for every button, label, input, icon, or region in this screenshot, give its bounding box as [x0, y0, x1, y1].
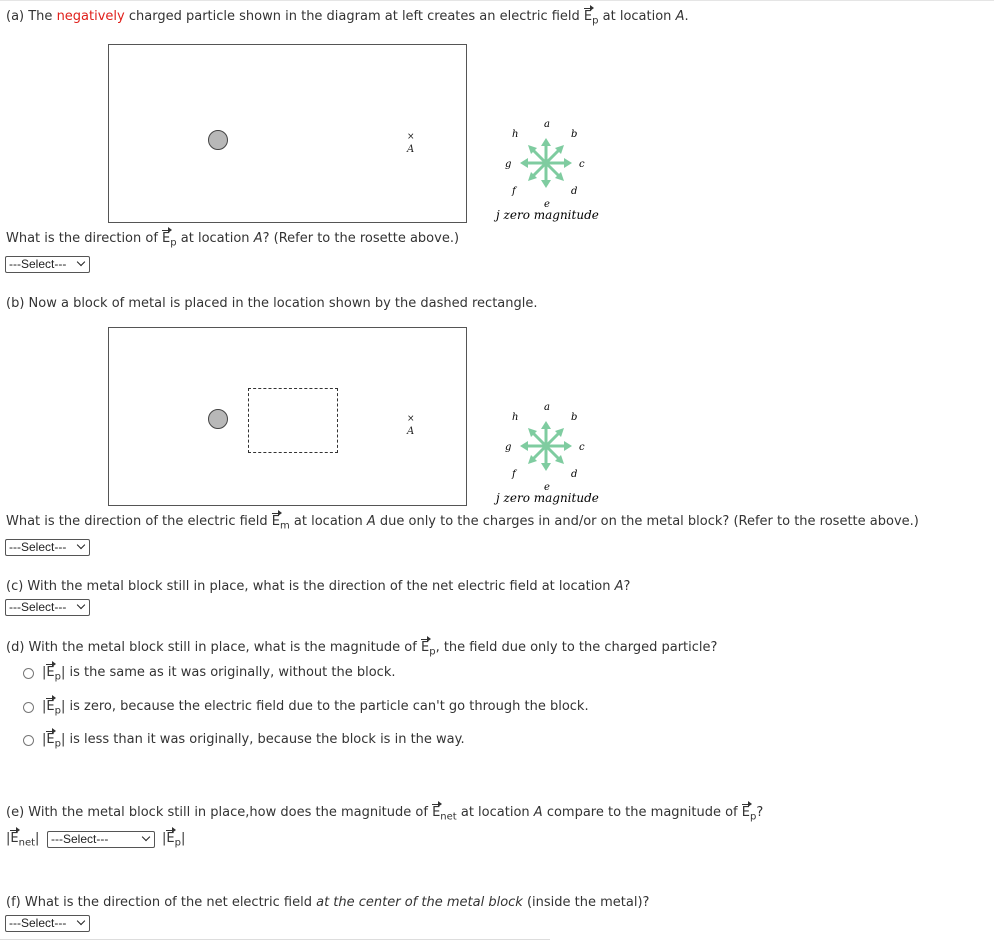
part-b-intro: (b) Now a block of metal is placed in the location shown by the dashed rectangle. — [6, 296, 538, 311]
rosette-b-label-b: b — [571, 412, 578, 423]
rosette-a-label-g: g — [505, 159, 512, 170]
chevron-down-icon — [77, 541, 85, 549]
location-a-label: A — [407, 426, 415, 437]
option-less-label: $|E_p|$ is less than it was originally, because the block is in the way. — [42, 732, 465, 750]
location-a-label: A — [407, 144, 415, 155]
option-less-radio[interactable] — [23, 735, 34, 746]
part-a-intro: (a) The negatively charged particle shown in the diagram at left creates an electric field $E_p$ at location A. — [6, 9, 689, 27]
field-ep-symbol: E — [583, 9, 593, 24]
rosette-b-label-f: f — [512, 469, 516, 480]
part-c-direction-select[interactable]: ---Select--- — [5, 599, 90, 616]
part-b-question: What is the direction of the electric field $E_m$ at location A due only to the charges in and/or on the metal block? (Refer to the rosette above.) — [6, 514, 919, 532]
option-zero-radio[interactable] — [23, 702, 34, 713]
rosette-b-label-c: c — [579, 442, 585, 453]
metal-block-outline — [248, 388, 338, 453]
rosette-a-label-b: b — [571, 129, 578, 140]
part-e-question: (e) With the metal block still in place,how does the magnitude of $E_{net}$ at location A compare to the magnitude of $E_p$? — [6, 805, 764, 823]
enet-magnitude-label: $|E_{net}|$ — [6, 831, 40, 849]
charged-particle — [208, 130, 228, 150]
part-c-question: (c) With the metal block still in place, what is the direction of the net electric field at location A? — [6, 579, 631, 594]
part-f-question: (f) What is the direction of the net electric field at the center of the metal block (inside the metal)? — [6, 895, 650, 910]
option-same-label: $|E_p|$ is the same as it was originally, without the block. — [42, 665, 396, 683]
rosette-a-label-a: a — [544, 119, 550, 130]
charged-particle — [208, 409, 228, 429]
rosette-b-label-a: a — [544, 402, 550, 413]
part-b-direction-select[interactable]: ---Select--- — [5, 539, 90, 556]
rosette-a-label-c: c — [579, 159, 585, 170]
top-divider — [0, 0, 994, 1]
rosette-b-label-g: g — [505, 442, 512, 453]
rosette-b-label-e: e — [544, 482, 550, 493]
chevron-down-icon — [142, 833, 150, 841]
part-d-question: (d) With the metal block still in place, what is the magnitude of $E_p$, the field due only to the charged particle? — [6, 640, 718, 658]
part-e-compare-select[interactable]: ---Select--- — [47, 831, 155, 848]
rosette-b-label-h: h — [512, 412, 519, 423]
rosette-a-label-e: e — [544, 199, 550, 210]
diagram-a-frame — [108, 44, 467, 223]
rosette-a-label-h: h — [512, 129, 519, 140]
part-f-direction-select[interactable]: ---Select--- — [5, 915, 90, 932]
rosette-b — [490, 398, 610, 508]
ep-magnitude-label: $|E_p|$ — [162, 831, 186, 849]
rosette-b-zero-label: j zero magnitude — [496, 491, 599, 505]
bottom-divider — [0, 939, 550, 940]
location-a-mark: × — [407, 414, 415, 424]
diagram-b-frame — [108, 327, 467, 506]
option-same-radio[interactable] — [23, 668, 34, 679]
location-a-mark: × — [407, 132, 415, 142]
chevron-down-icon — [77, 601, 85, 609]
rosette-a-label-d: d — [571, 186, 578, 197]
rosette-a-zero-label: j zero magnitude — [496, 208, 599, 222]
negatively-highlight: negatively — [56, 9, 125, 24]
rosette-a-label-f: f — [512, 186, 516, 197]
chevron-down-icon — [77, 258, 85, 266]
chevron-down-icon — [77, 917, 85, 925]
part-a-direction-select[interactable]: ---Select--- — [5, 256, 90, 273]
part-a-question: What is the direction of $E_p$ at location A? (Refer to the rosette above.) — [6, 231, 460, 249]
option-zero-label: $|E_p|$ is zero, because the electric field due to the particle can't go through the block. — [42, 699, 589, 717]
rosette-b-label-d: d — [571, 469, 578, 480]
rosette-a — [490, 115, 610, 225]
